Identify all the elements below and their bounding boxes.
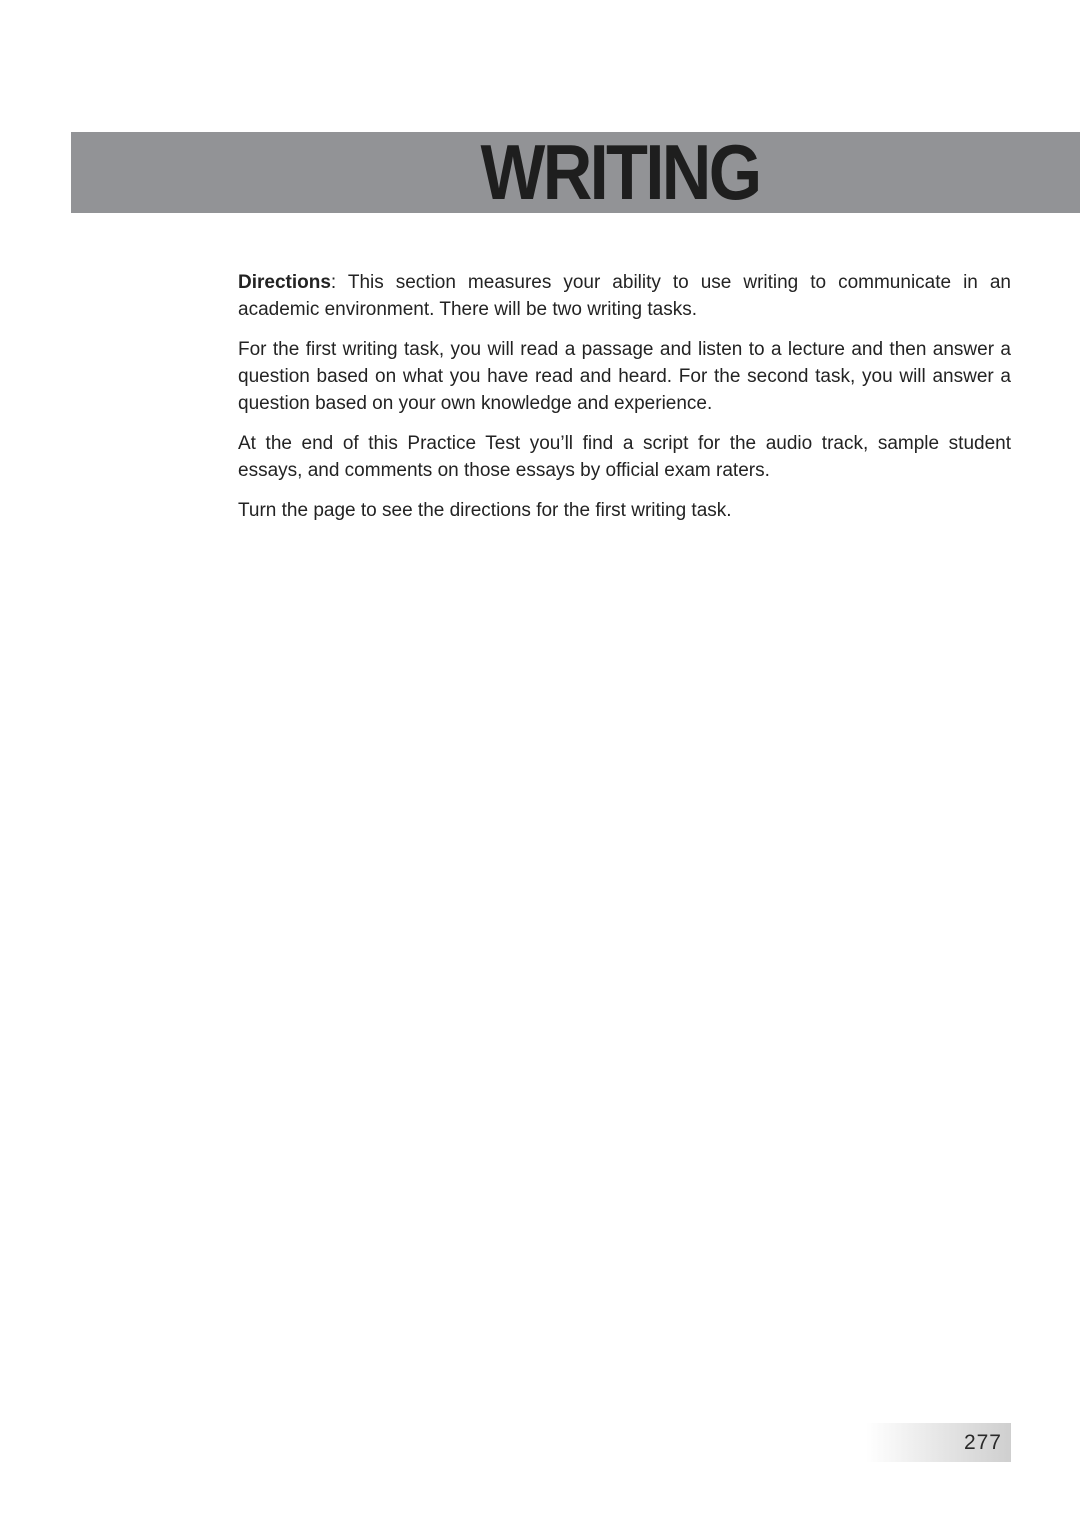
directions-paragraph xyxy=(238,269,1011,323)
directions-content xyxy=(238,269,1011,524)
directions-text: : This section measures your ability to use writing to communicate in an academic environment. There will be two writing tasks. xyxy=(238,272,1011,320)
page-number: 277 xyxy=(963,1431,1002,1454)
directions-label: Directions xyxy=(238,272,331,293)
practice-test-paragraph: At the end of this Practice Test you’ll find a script for the audio track, sample student essays, and comments on those essays by official exam raters. xyxy=(238,433,1011,481)
page-number-tab xyxy=(866,1423,1011,1462)
turn-page-paragraph: Turn the page to see the directions for the first writing task. xyxy=(238,500,732,521)
section-title: WRITING xyxy=(480,128,760,216)
first-task-paragraph: For the first writing task, you will read a passage and listen to a lecture and then answer a question based on what you have read and heard. For the second task, you will answer a question based on your own knowledge and experience. xyxy=(238,339,1011,414)
